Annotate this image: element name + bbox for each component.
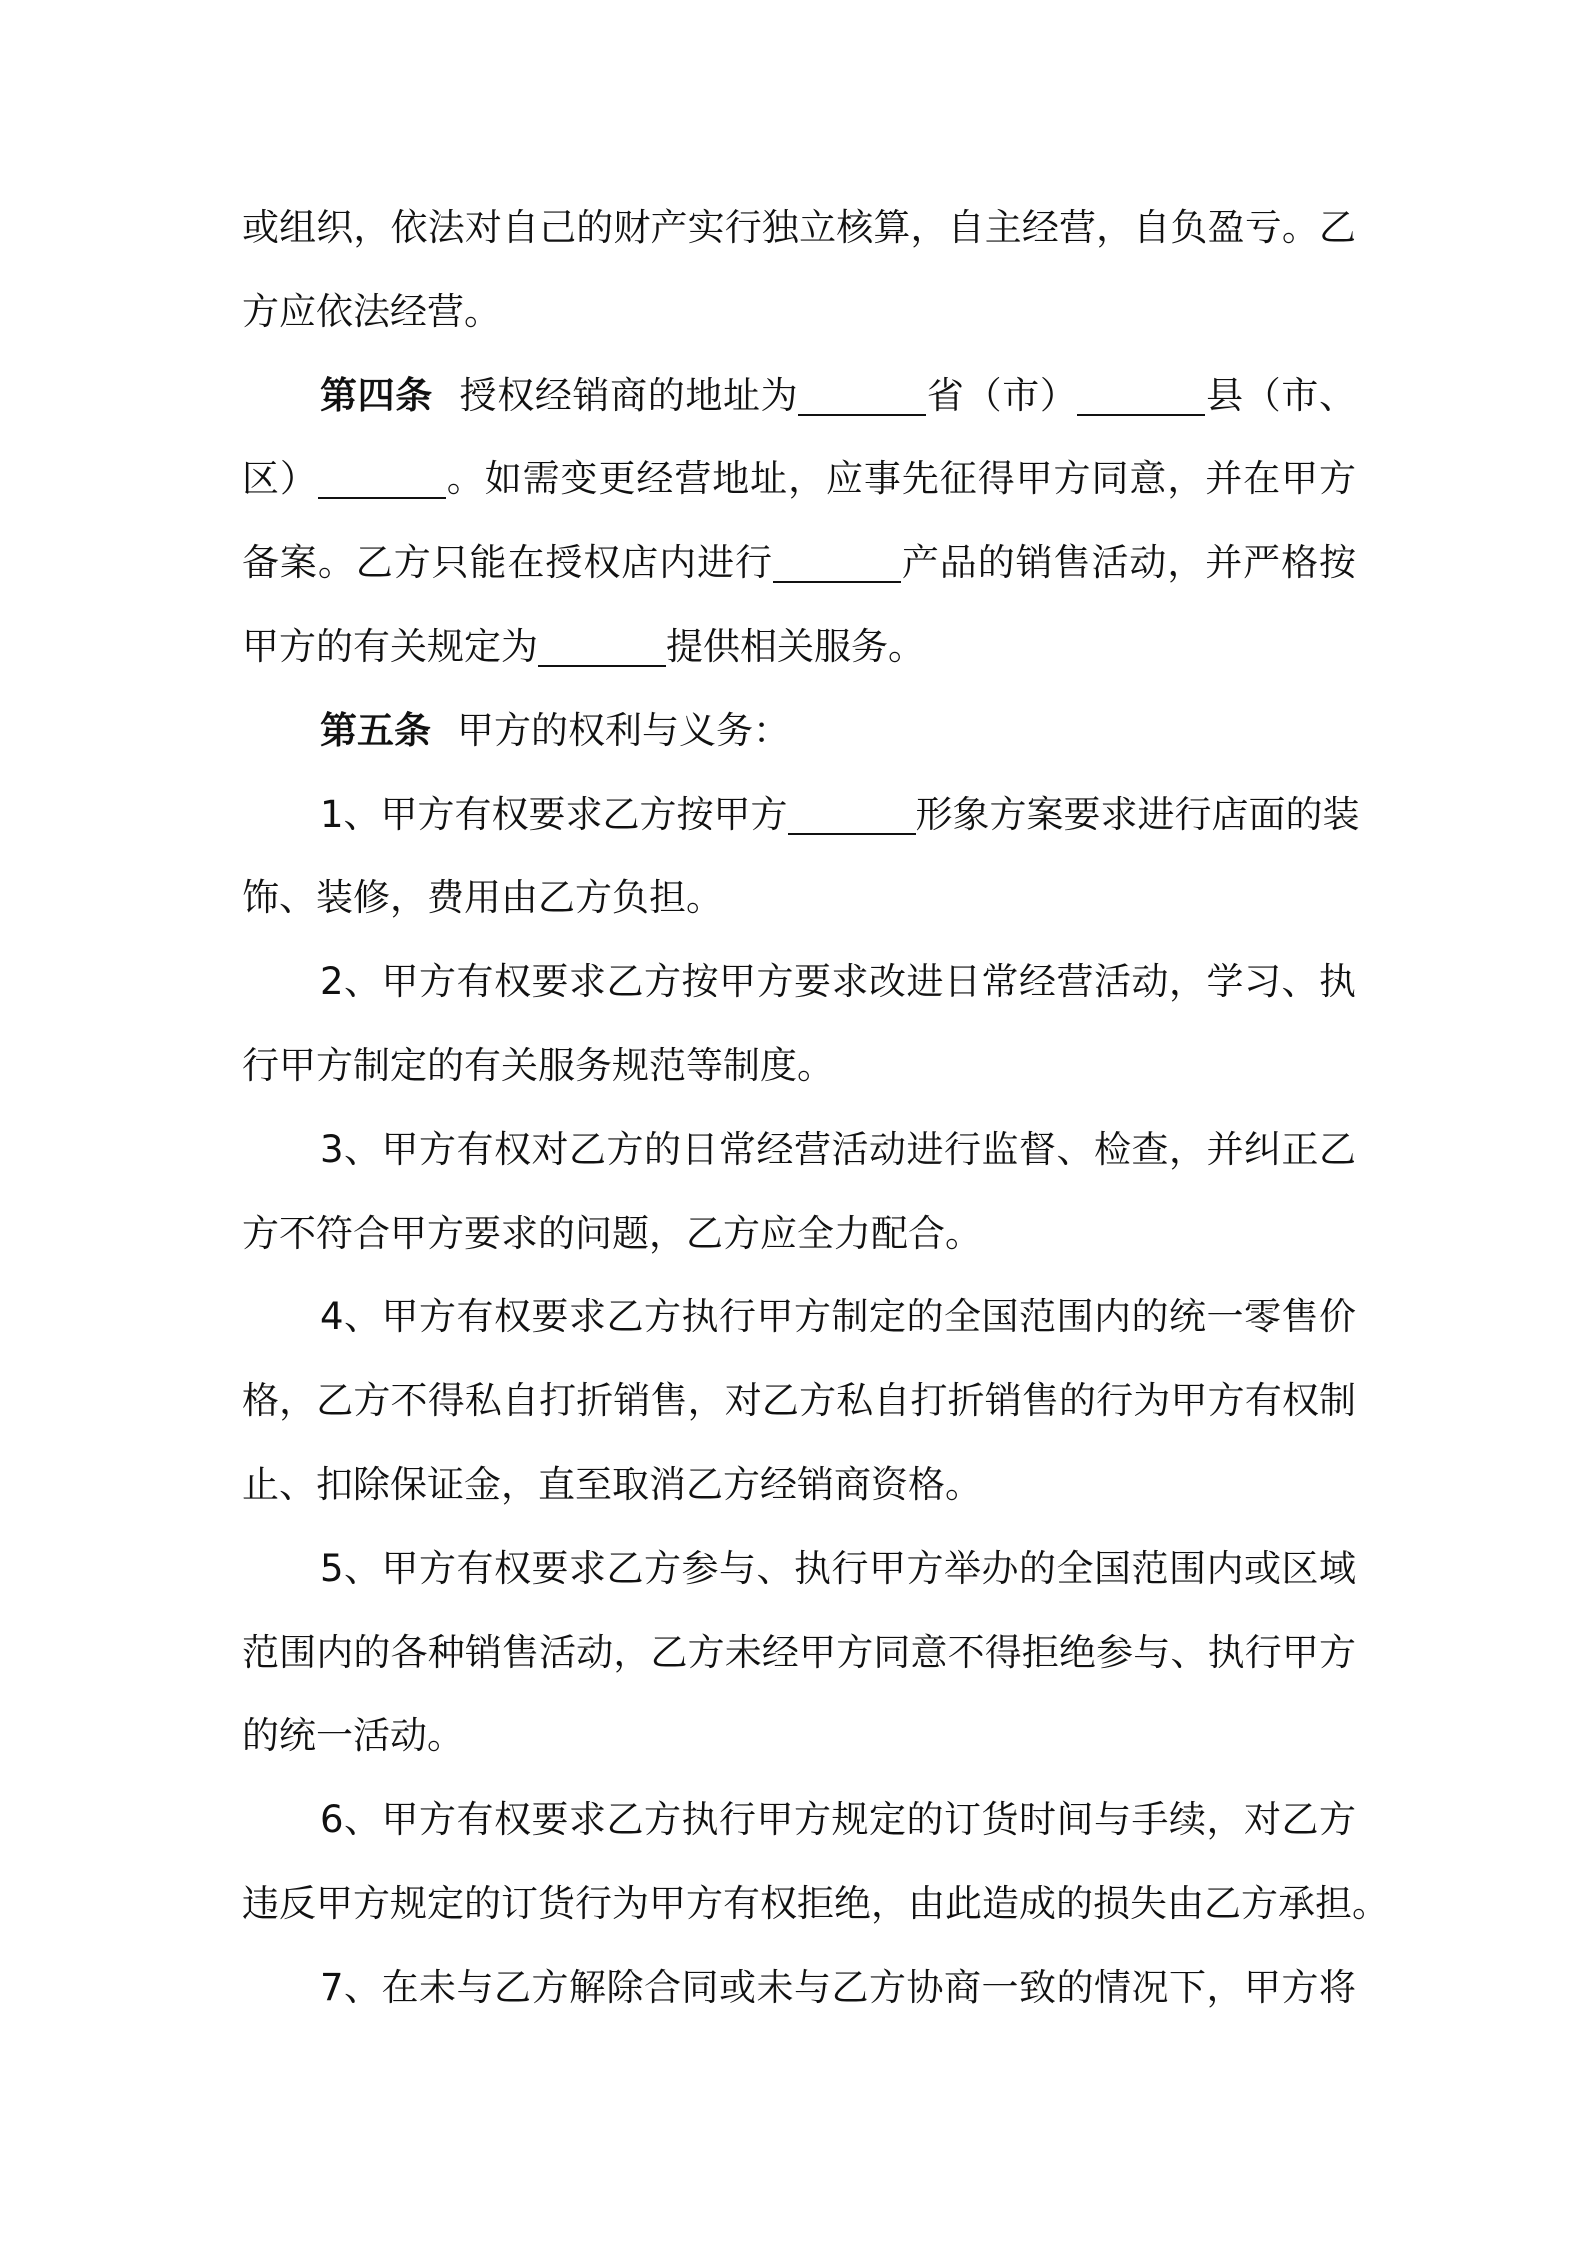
text-line <box>242 1778 1356 1862</box>
text-line <box>242 1862 1389 1946</box>
text-segment: 方应依法经营。 <box>242 289 501 333</box>
text-line <box>242 1275 1356 1359</box>
fill-in-blank <box>318 467 446 499</box>
text-segment: 形象方案要求进行店面的装 <box>915 792 1360 836</box>
text-segment: 5、甲方有权要求乙方参与、执行甲方举办的全国范围内或区域 <box>320 1546 1356 1590</box>
text-segment: 1、甲方有权要求乙方按甲方 <box>320 792 788 836</box>
text-segment: 3、甲方有权对乙方的日常经营活动进行监督、检查，并纠正乙 <box>320 1127 1356 1171</box>
text-line <box>242 1024 1356 1108</box>
fill-in-blank <box>798 384 926 416</box>
text-line <box>242 1694 1356 1778</box>
text-segment: 县（市、 <box>1205 373 1357 417</box>
text-segment: 范围内的各种销售活动，乙方未经甲方同意不得拒绝参与、执行甲方 <box>242 1630 1356 1674</box>
text-line <box>242 354 1356 438</box>
text-segment: 4、甲方有权要求乙方执行甲方制定的全国范围内的统一零售价 <box>320 1295 1356 1339</box>
text-segment: 7、在未与乙方解除合同或未与乙方协商一致的情况下，甲方将 <box>320 1965 1356 2009</box>
article-heading: 第四条 <box>320 373 433 417</box>
fill-in-blank <box>788 803 916 835</box>
text-segment: 6、甲方有权要求乙方执行甲方规定的订货时间与手续，对乙方 <box>320 1798 1356 1842</box>
text-segment: 2、甲方有权要求乙方按甲方要求改进日常经营活动，学习、执 <box>320 960 1356 1004</box>
text-line <box>242 1527 1356 1611</box>
text-line <box>242 437 1356 521</box>
text-segment: 违反甲方规定的订货行为甲方有权拒绝，由此造成的损失由乙方承担。 <box>242 1881 1389 1925</box>
text-segment: 或组织，依法对自己的财产实行独立核算，自主经营，自负盈亏。乙 <box>242 206 1356 249</box>
text-segment: 备案。乙方只能在授权店内进行 <box>242 541 773 585</box>
text-segment: 区） <box>242 457 318 501</box>
text-segment: 格，乙方不得私自打折销售，对乙方私自打折销售的行为甲方有权制 <box>242 1379 1356 1423</box>
text-line <box>242 1359 1356 1443</box>
text-line <box>242 521 1356 605</box>
text-segment: 方不符合甲方要求的问题，乙方应全力配合。 <box>242 1211 982 1255</box>
contract-page <box>242 186 1389 2030</box>
text-segment: 行甲方制定的有关服务规范等制度。 <box>242 1043 834 1087</box>
text-line <box>242 1192 1356 1276</box>
text-line <box>242 689 1356 773</box>
text-segment: 甲方的权利与义务： <box>457 708 790 752</box>
fill-in-blank <box>538 635 666 667</box>
text-line <box>242 1443 1356 1527</box>
text-segment: 省（市） <box>926 373 1078 417</box>
text-line <box>242 940 1356 1024</box>
text-segment: 甲方的有关规定为 <box>242 624 538 668</box>
article-heading: 第五条 <box>320 708 431 752</box>
text-line <box>242 186 1356 270</box>
text-segment: 授权经销商的地址为 <box>458 373 799 417</box>
text-segment: 的统一活动。 <box>242 1714 464 1758</box>
text-line <box>242 856 1356 940</box>
text-segment: 饰、装修，费用由乙方负担。 <box>242 876 723 920</box>
text-line <box>242 1946 1356 2030</box>
text-line <box>242 1108 1356 1192</box>
text-line <box>242 1611 1356 1695</box>
fill-in-blank <box>773 551 901 583</box>
text-segment: 产品的销售活动，并严格按 <box>900 541 1357 585</box>
text-segment: 。如需变更经营地址，应事先征得甲方同意，并在甲方 <box>445 457 1357 501</box>
text-line <box>242 605 1356 689</box>
fill-in-blank <box>1077 384 1205 416</box>
text-segment: 止、扣除保证金，直至取消乙方经销商资格。 <box>242 1462 982 1506</box>
text-line <box>242 773 1360 857</box>
text-segment: 提供相关服务。 <box>666 624 925 668</box>
text-line <box>242 270 1356 354</box>
